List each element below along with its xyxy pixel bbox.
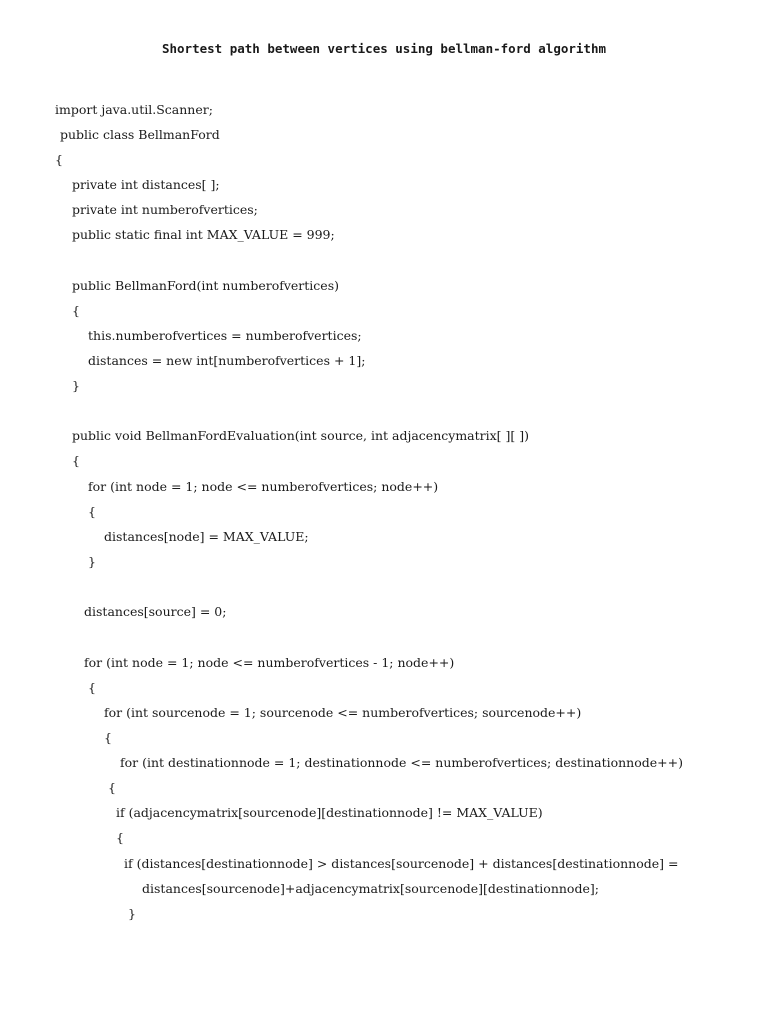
code-line: if (adjacencymatrix[sourcenode][destinationnode] != MAX_VALUE) [116,805,543,820]
code-line: public static final int MAX_VALUE = 999; [72,227,335,242]
code-line: { [72,453,80,468]
code-line: { [88,680,96,695]
code-line: } [72,378,80,393]
code-line: if (distances[destinationnode] > distances[sourcenode] + distances[destinationnode] = [124,856,679,871]
code-line: public BellmanFord(int numberofvertices) [72,278,339,293]
code-line: public class BellmanFord [60,127,220,142]
code-line: for (int node = 1; node <= numberofvertices; node++) [88,479,439,494]
code-line: this.numberofvertices = numberofvertices; [88,328,362,343]
code-line: { [104,730,112,745]
code-line: { [108,780,116,795]
code-line: private int distances[ ]; [72,177,220,192]
code-line: { [116,830,124,845]
code-line: distances[source] = 0; [84,604,227,619]
code-line: { [55,152,63,167]
code-line: { [72,303,80,318]
code-line: } [128,906,136,921]
code-line: distances = new int[numberofvertices + 1]; [88,353,366,368]
code-line: for (int node = 1; node <= numberofvertices - 1; node++) [84,655,455,670]
document-title: Shortest path between vertices using bellman-ford algorithm [161,41,606,56]
code-line: for (int destinationnode = 1; destinationnode <= numberofvertices; destinationnode++) [120,755,683,770]
code-line: { [88,504,96,519]
code-line: distances[node] = MAX_VALUE; [104,529,309,544]
code-line: } [88,554,96,569]
code-line: distances[sourcenode]+adjacencymatrix[sourcenode][destinationnode]; [142,881,599,896]
code-line: private int numberofvertices; [72,202,258,217]
code-line: public void BellmanFordEvaluation(int source, int adjacencymatrix[ ][ ]) [72,428,530,443]
code-line: for (int sourcenode = 1; sourcenode <= numberofvertices; sourcenode++) [104,705,582,720]
code-line: import java.util.Scanner; [55,102,213,117]
